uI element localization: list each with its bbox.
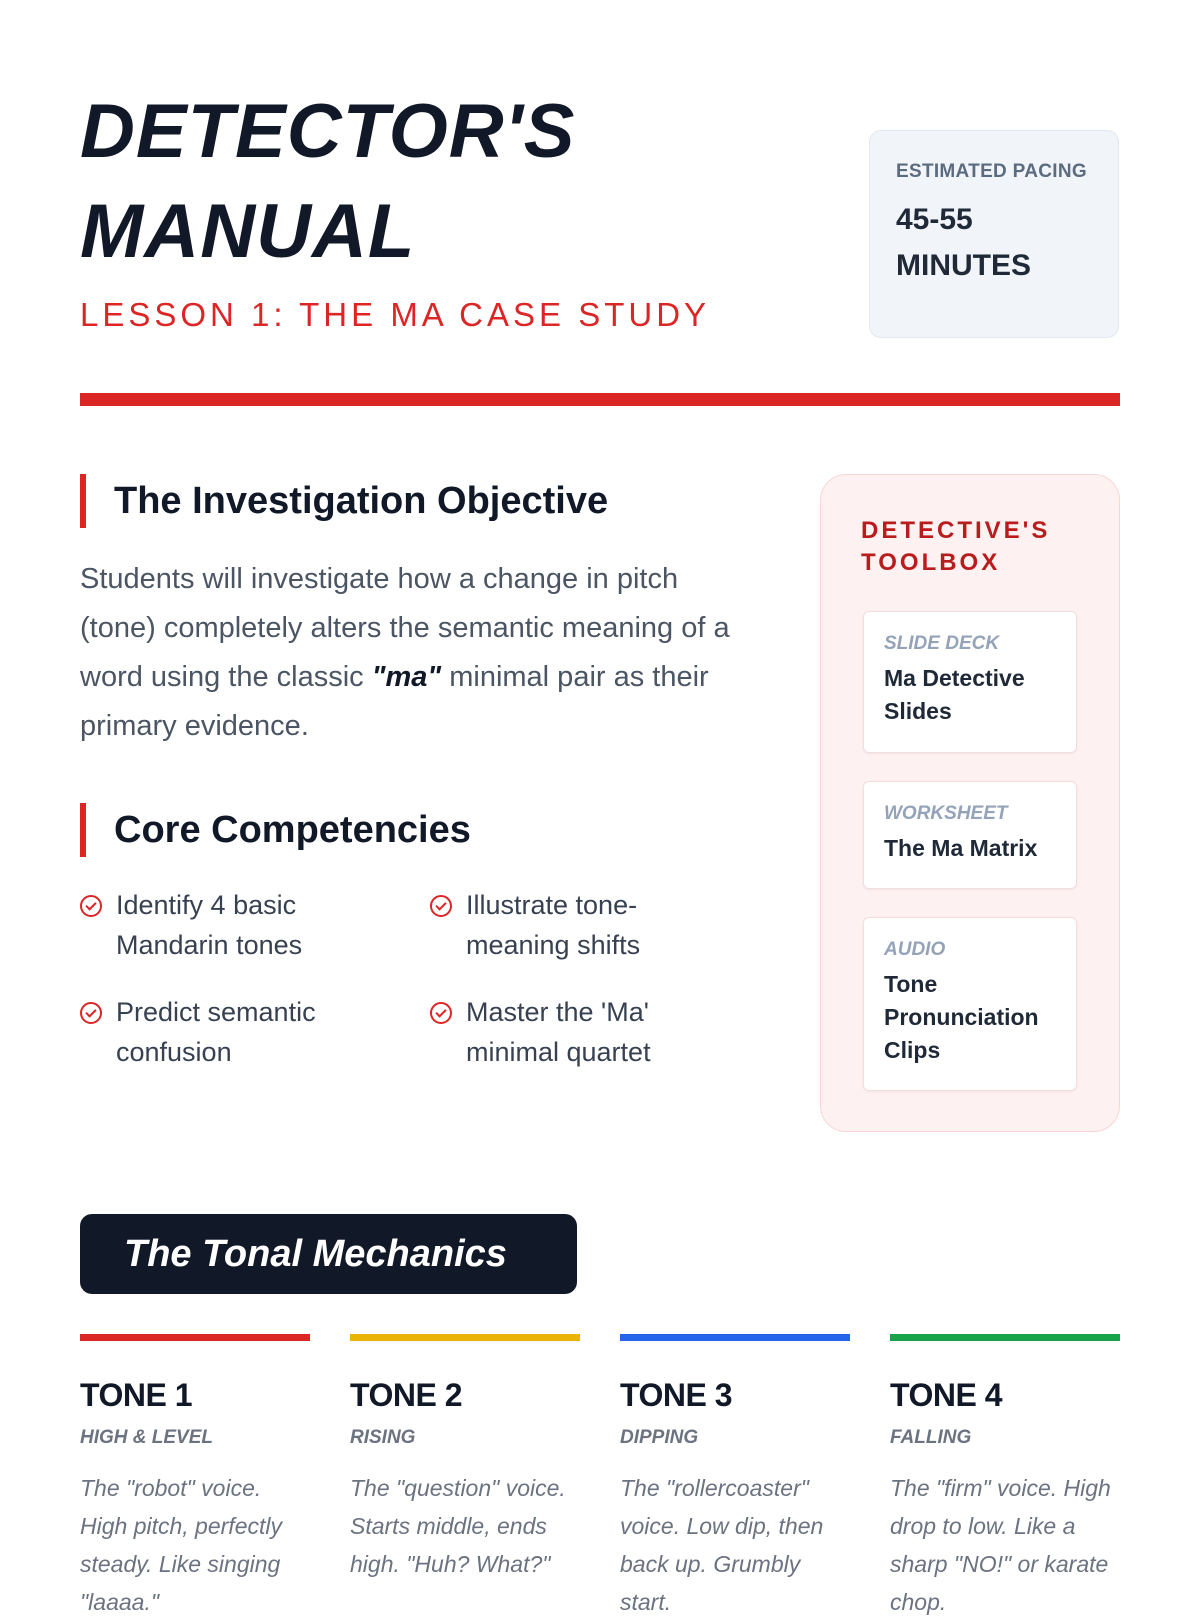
tone-contour: HIGH & LEVEL: [80, 1427, 214, 1448]
objective-text-end: minimal pair as their primary evidence.: [80, 661, 709, 742]
pacing-value: 45-55 MINUTES: [896, 203, 1031, 282]
heading-accent-bar: [80, 803, 86, 857]
competency-item: [80, 885, 366, 965]
tone-color-bar: [620, 1334, 850, 1341]
competency-item: [430, 885, 716, 965]
resource-card-worksheet[interactable]: [863, 781, 1077, 889]
resource-type: WORKSHEET: [884, 803, 1008, 824]
competency-text: Illustrate tone-meaning shifts: [466, 890, 641, 960]
competencies-heading-block: [80, 803, 471, 857]
resource-type: SLIDE DECK: [884, 633, 1000, 654]
tone-name: TONE 3: [620, 1377, 732, 1413]
pacing-card: [869, 130, 1119, 338]
resource-card-audio[interactable]: [863, 917, 1077, 1091]
resource-name: Tone Pronunciation Clips: [884, 971, 1039, 1063]
header-divider: [80, 393, 1120, 406]
tone-name: TONE 2: [350, 1377, 462, 1413]
page-title: DETECTOR'S MANUAL: [80, 89, 576, 274]
objective-heading-block: [80, 474, 608, 528]
tone-color-bar: [890, 1334, 1120, 1341]
competency-text: Identify 4 basic Mandarin tones: [116, 890, 303, 960]
lesson-page: [80, 0, 1120, 1615]
objective-emphasis: "ma": [371, 661, 442, 693]
tone-name: TONE 1: [80, 1377, 192, 1413]
lesson-subtitle: LESSON 1: THE MA CASE STUDY: [80, 296, 711, 333]
check-circle-icon: [80, 895, 102, 917]
check-circle-icon: [430, 1002, 452, 1024]
tone-card-1: [80, 1334, 310, 1621]
objective-heading: The Investigation Objective: [114, 480, 609, 522]
resource-name: The Ma Matrix: [884, 835, 1038, 861]
check-circle-icon: [430, 895, 452, 917]
competency-text: Master the 'Ma' minimal quartet: [466, 997, 651, 1067]
tonal-mechanics-banner: The Tonal Mechanics: [80, 1214, 577, 1294]
pacing-label: ESTIMATED PACING: [896, 161, 1087, 182]
tone-card-4: [890, 1334, 1120, 1621]
tone-contour: RISING: [350, 1427, 416, 1448]
toolbox-title: DETECTIVE'S TOOLBOX: [861, 517, 1051, 576]
objective-text-start: Students will investigate how a change in pitch (tone) completely alters the semantic meaning of a word using the classic: [80, 563, 730, 693]
check-circle-icon: [80, 1002, 102, 1024]
tone-name: TONE 4: [890, 1377, 1002, 1413]
competency-item: [80, 992, 366, 1072]
resource-card-slides[interactable]: [863, 611, 1077, 753]
tone-card-3: [620, 1334, 850, 1621]
tone-color-bar: [350, 1334, 580, 1341]
tone-description: The "rollercoaster" voice. Low dip, then back up. Grumbly start.: [620, 1475, 824, 1615]
tone-card-2: [350, 1334, 580, 1583]
objective-text: [80, 555, 760, 751]
detectives-toolbox: [820, 474, 1120, 1132]
heading-accent-bar: [80, 474, 86, 528]
competency-item: [430, 992, 716, 1072]
competencies-heading: Core Competencies: [114, 809, 471, 851]
tone-color-bar: [80, 1334, 310, 1341]
tone-description: The "robot" voice. High pitch, perfectly steady. Like singing "laaaa.": [80, 1475, 282, 1615]
tone-description: The "firm" voice. High drop to low. Like a sharp "NO!" or karate chop.: [890, 1475, 1111, 1615]
tone-description: The "question" voice. Starts middle, ends high. "Huh? What?": [350, 1475, 566, 1577]
tone-contour: DIPPING: [620, 1427, 699, 1448]
resource-name: Ma Detective Slides: [884, 665, 1025, 724]
tone-contour: FALLING: [890, 1427, 972, 1448]
competency-text: Predict semantic confusion: [116, 997, 316, 1067]
resource-type: AUDIO: [884, 939, 946, 960]
